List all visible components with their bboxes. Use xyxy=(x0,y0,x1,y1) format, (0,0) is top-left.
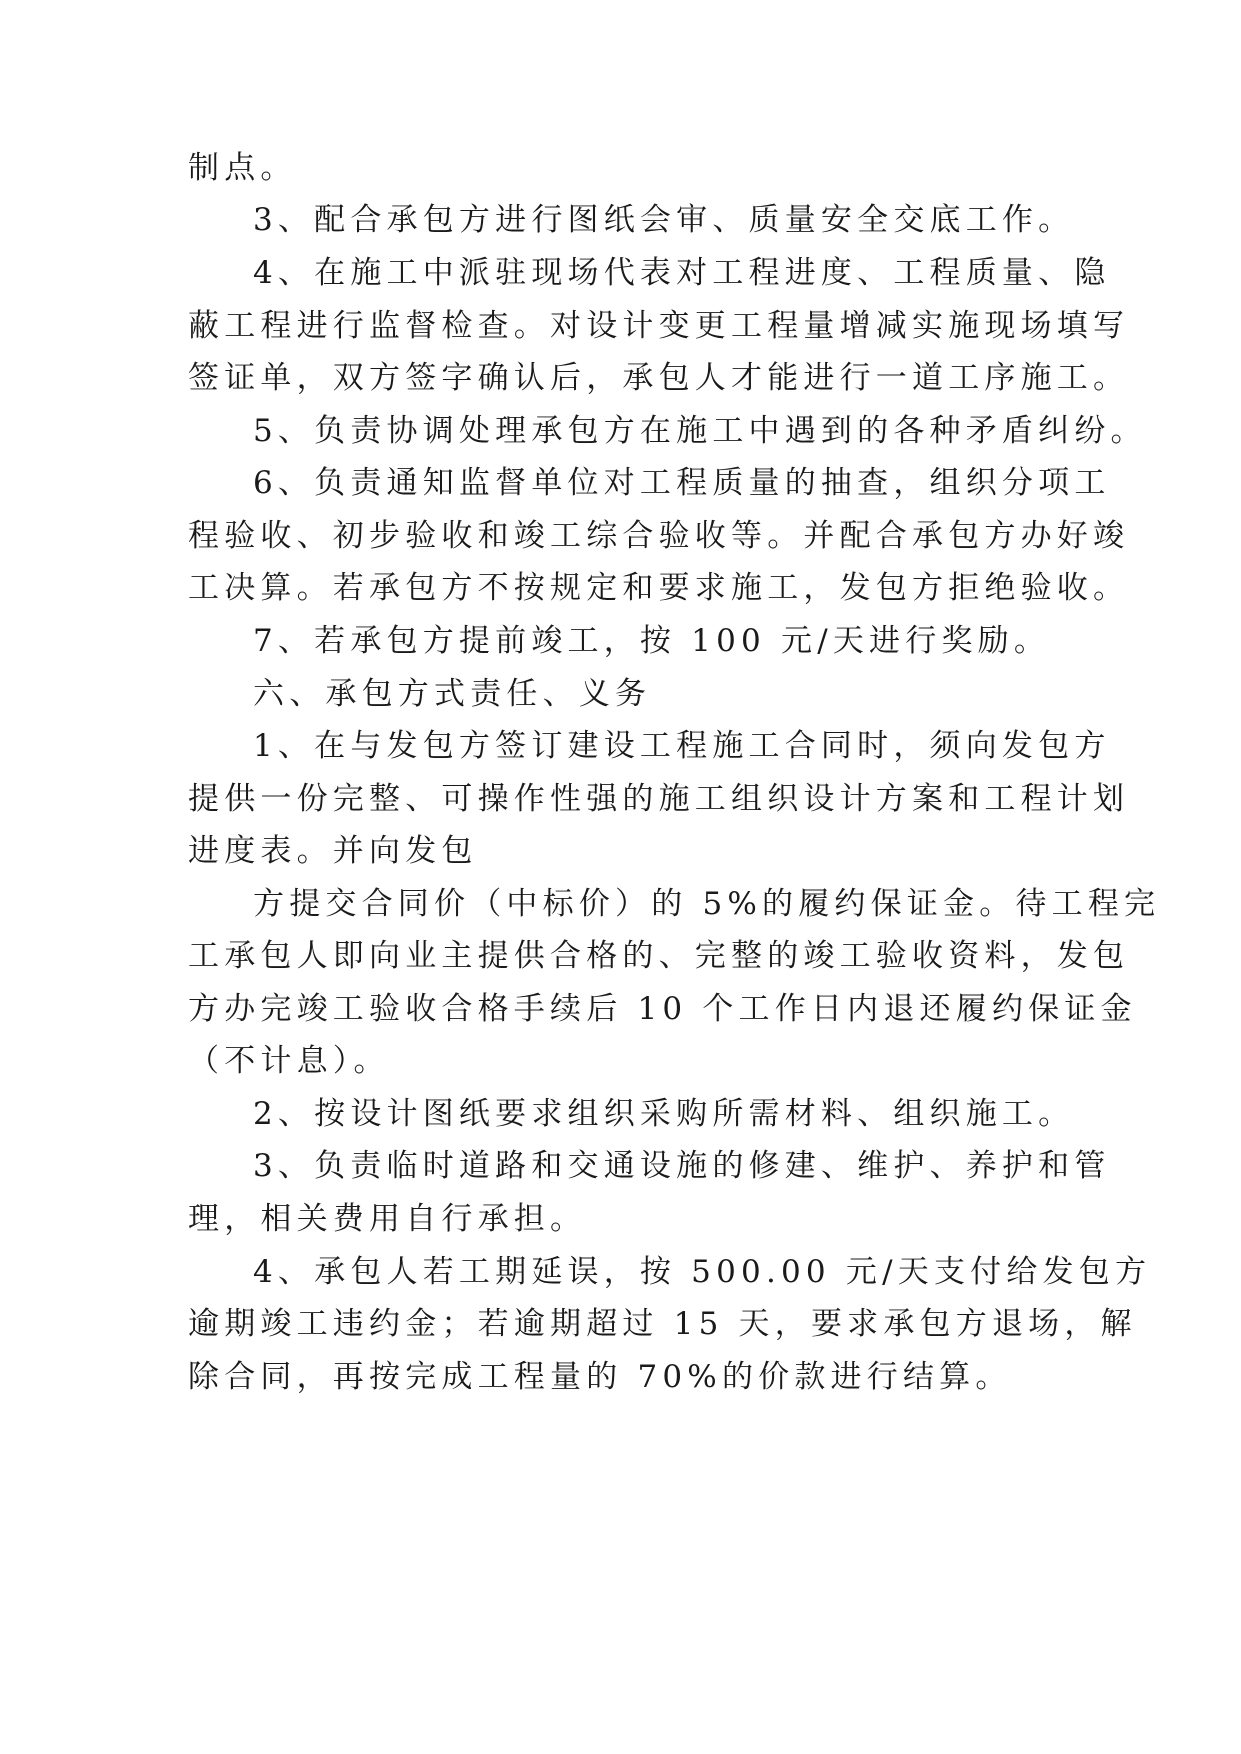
text-line: 方提交合同价（中标价）的 5%的履约保证金。待工程完 xyxy=(253,886,1161,922)
section-heading: 六、承包方式责任、义务 xyxy=(253,676,652,712)
text-line: 制点。 xyxy=(188,150,297,186)
text-line: 工决算。若承包方不按规定和要求施工，发包方拒绝验收。 xyxy=(188,570,1130,606)
text-line: 5、负责协调处理承包方在施工中遇到的各种矛盾纠纷。 xyxy=(253,413,1147,449)
text-line: 4、在施工中派驻现场代表对工程进度、工程质量、隐 xyxy=(253,255,1111,291)
text-line: 4、承包人若工期延误，按 500.00 元/天支付给发包方 xyxy=(253,1254,1152,1290)
text-line: 进度表。并向发包 xyxy=(188,833,478,869)
text-line: 1、在与发包方签订建设工程施工合同时，须向发包方 xyxy=(253,728,1111,764)
text-line: 7、若承包方提前竣工，按 100 元/天进行奖励。 xyxy=(253,623,1051,659)
text-line: （不计息）。 xyxy=(188,1043,390,1079)
text-line: 签证单，双方签字确认后，承包人才能进行一道工序施工。 xyxy=(188,360,1130,396)
text-line: 工承包人即向业主提供合格的、完整的竣工验收资料，发包 xyxy=(188,938,1130,974)
text-line: 提供一份完整、可操作性强的施工组织设计方案和工程计划 xyxy=(188,781,1130,817)
text-line: 方办完竣工验收合格手续后 10 个工作日内退还履约保证金 xyxy=(188,991,1137,1027)
text-line: 理，相关费用自行承担。 xyxy=(188,1201,587,1237)
text-line: 2、按设计图纸要求组织采购所需材料、组织施工。 xyxy=(253,1096,1075,1132)
text-line: 除合同，再按完成工程量的 70%的价款进行结算。 xyxy=(188,1359,1012,1395)
text-line: 3、负责临时道路和交通设施的修建、维护、养护和管 xyxy=(253,1148,1111,1184)
text-line: 逾期竣工违约金；若逾期超过 15 天，要求承包方退场，解 xyxy=(188,1306,1137,1342)
text-line: 程验收、初步验收和竣工综合验收等。并配合承包方办好竣 xyxy=(188,518,1130,554)
text-line: 蔽工程进行监督检查。对设计变更工程量增减实施现场填写 xyxy=(188,308,1130,344)
text-line: 6、负责通知监督单位对工程质量的抽查，组织分项工 xyxy=(253,465,1111,501)
text-line: 3、配合承包方进行图纸会审、质量安全交底工作。 xyxy=(253,202,1075,238)
